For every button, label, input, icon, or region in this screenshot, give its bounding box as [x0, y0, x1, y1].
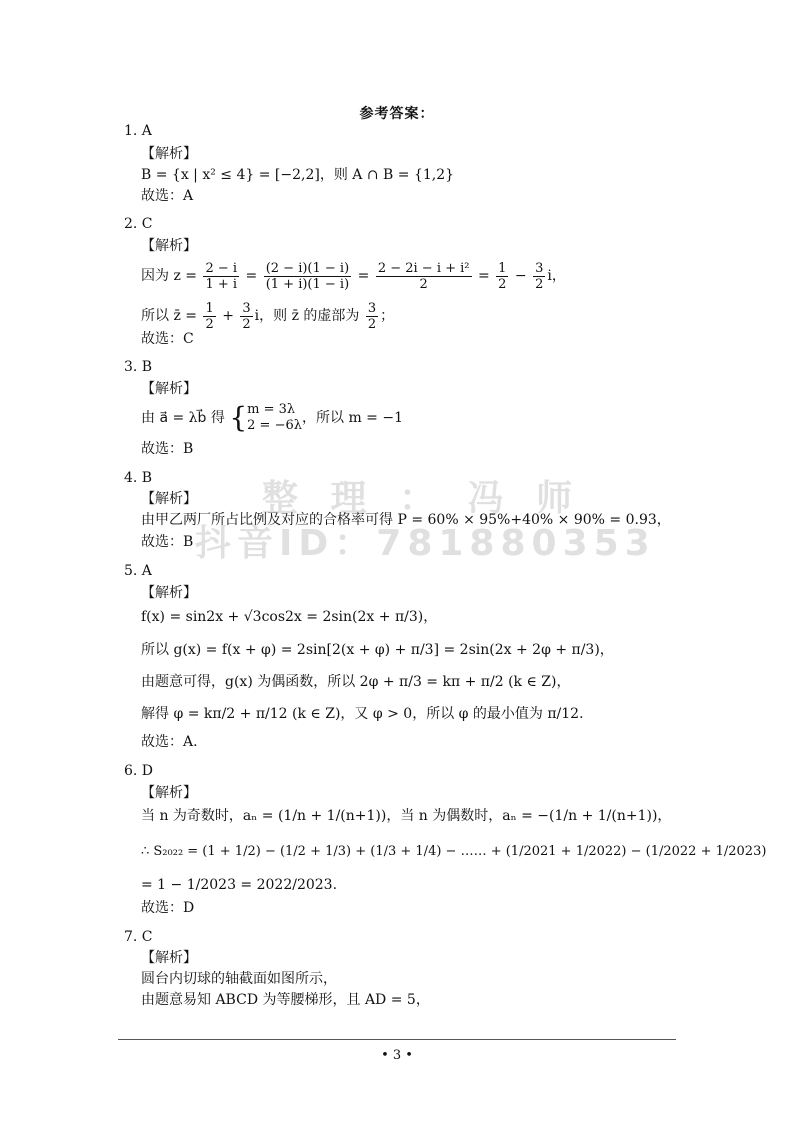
- q6-jiexi-label: 【解析】: [141, 785, 197, 801]
- q2-line1: 因为 z = $\frac{2 - i}{1 + i}$ = $\frac{(2 - i)(1 - i)}{(1 + i)(1 - i)}$ = $\frac{\text{2 − 2i − i + i²}}{2}$ = $\frac{1}{2}$ − $\frac{3}{2}$ i，: [141, 260, 566, 292]
- q5-line4: 解得 φ = kπ/2 + π/12 (k ∈ Z)，又 φ > 0，所以 φ 的最小值为 π/12.: [141, 706, 584, 722]
- q1-line1: B = {x | x² ≤ 4} = [−2,2]，则 A ∩ B = {1,2}: [141, 167, 455, 183]
- q7-number: 7. C: [124, 929, 153, 945]
- page-number: • 3 •: [381, 1048, 413, 1063]
- q5-line1: f(x) = sin2x + √3cos2x = 2sin(2x + π/3)，: [141, 609, 438, 625]
- q4-line1: 由甲乙两厂所占比例及对应的合格率可得 P = 60% × 95%+40% × 90% = 0.93，: [141, 512, 671, 528]
- q7-jiexi-label: 【解析】: [141, 950, 197, 966]
- q3-answer: 故选：B: [141, 441, 194, 457]
- q2-answer: 故选：C: [141, 331, 194, 347]
- q7-line2: 由题意易知 ABCD 为等腰梯形，且 AD = 5，: [141, 992, 430, 1008]
- footer-divider: [118, 1039, 676, 1040]
- q2-frac7: $\frac{3}{2}$: [242, 300, 251, 332]
- q6-answer: 故选：D: [141, 900, 195, 916]
- q2-line2: 所以 z̄ = $\frac{1}{2}$ + $\frac{3}{2}$ i，则 z̄ 的虚部为 $\frac{3}{2}$ ；: [141, 300, 395, 332]
- q6-line1: 当 n 为奇数时，aₙ = (1/n + 1/(n+1))，当 n 为偶数时，aₙ = −(1/n + 1/(n+1))，: [141, 808, 672, 824]
- q5-number: 5. A: [124, 563, 152, 579]
- q6-line3: = 1 − 1/2023 = 2022/2023.: [141, 877, 338, 893]
- q3-line1: 由 a⃗ = λb⃗ 得 { m = 3λ 2 = −6λ ，所以 m = −1: [141, 401, 403, 434]
- q5-line2: 所以 g(x) = f(x + φ) = 2sin[2(x + φ) + π/3] = 2sin(2x + 2φ + π/3)，: [141, 642, 614, 658]
- q3-system: m = 3λ 2 = −6λ: [247, 402, 302, 433]
- q1-answer: 故选：A: [141, 188, 194, 204]
- q7-line1: 圆台内切球的轴截面如图所示，: [141, 971, 337, 987]
- q2-frac8: $\frac{3}{2}$: [367, 300, 377, 332]
- q2-frac4: $\frac{1}{2}$: [498, 260, 507, 292]
- q3-number: 3. B: [124, 359, 153, 375]
- q5-jiexi-label: 【解析】: [141, 585, 197, 601]
- q2-jiexi-label: 【解析】: [141, 238, 197, 254]
- q5-answer: 故选：A.: [141, 734, 198, 750]
- q1-jiexi-label: 【解析】: [141, 146, 197, 162]
- q4-number: 4. B: [124, 470, 153, 486]
- watermark-line2: 抖音ID：781880353: [195, 523, 656, 564]
- q2-frac2: $\frac{(2 - i)(1 - i)}{(1 + i)(1 - i)}$: [265, 260, 350, 292]
- q2-frac1: $\frac{2 - i}{1 + i}$: [205, 260, 238, 292]
- page-title: 参考答案：: [359, 106, 435, 122]
- q6-line2: ∴ S₂₀₂₂ = (1 + 1/2) − (1/2 + 1/3) + (1/3 + 1/4) − …… + (1/2021 + 1/2022) − (1/2022 + 1/2023): [141, 844, 767, 859]
- q3-jiexi-label: 【解析】: [141, 381, 197, 397]
- q2-frac5: $\frac{3}{2}$: [535, 260, 544, 292]
- q5-line3: 由题意可得，g(x) 为偶函数，所以 2φ + π/3 = kπ + π/2 (k ∈ Z)，: [141, 674, 571, 690]
- watermark-line1: 整 理 ： 冯 师: [262, 478, 583, 519]
- q2-number: 2. C: [124, 216, 153, 232]
- q4-jiexi-label: 【解析】: [141, 491, 197, 507]
- q2-frac6: $\frac{1}{2}$: [205, 300, 214, 332]
- q1-number: 1. A: [124, 123, 152, 139]
- q2-line1-pre: 因为 z =: [141, 268, 198, 284]
- q2-frac3: $\frac{\text{2 − 2i − i + i²}}{2}$: [377, 260, 470, 292]
- q6-number: 6. D: [124, 763, 154, 779]
- q4-answer: 故选：B: [141, 534, 194, 550]
